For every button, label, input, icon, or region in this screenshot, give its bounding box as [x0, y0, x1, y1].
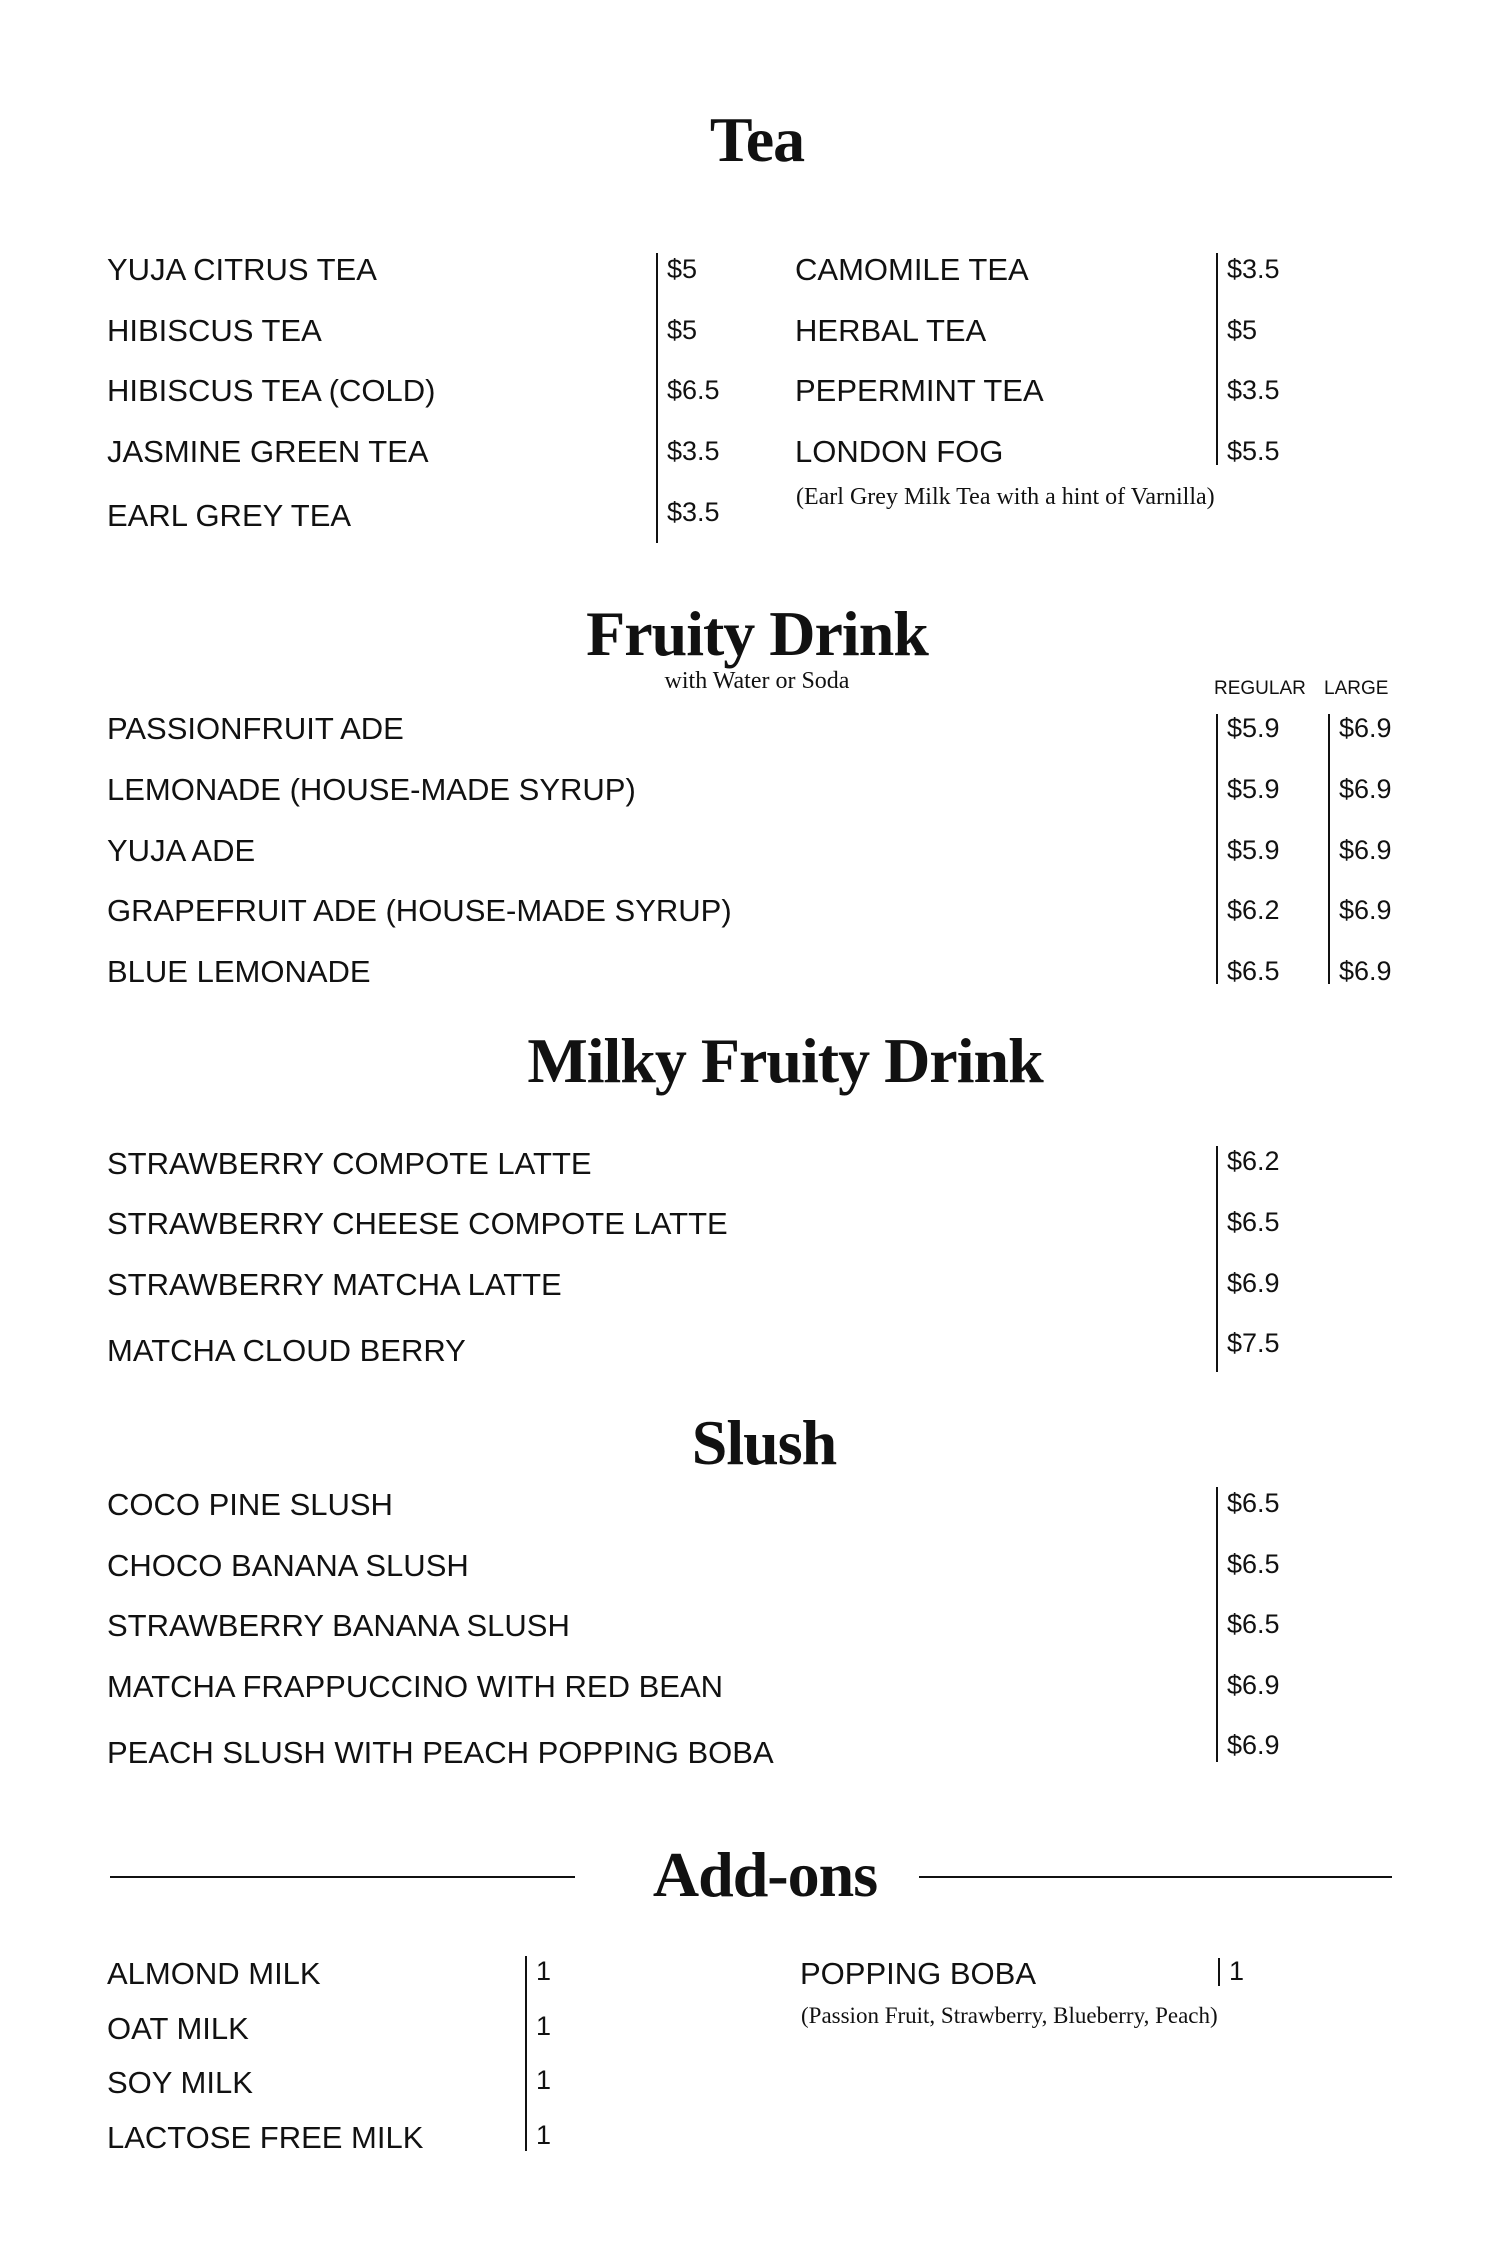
tea-item-price: $6.5 [667, 375, 720, 405]
tea-item-name: EARL GREY TEA [107, 498, 352, 533]
tea-right-divider [1216, 253, 1218, 465]
slush-item-price: $6.5 [1227, 1609, 1280, 1639]
fruity-regular-price: $6.2 [1227, 895, 1280, 925]
fruity-item-name: YUJA ADE [107, 833, 256, 868]
addon-item-price: 1 [536, 2011, 552, 2041]
tea-item-name: YUJA CITRUS TEA [107, 252, 377, 287]
tea-item-price: $3.5 [667, 436, 720, 466]
milky-item-name: MATCHA CLOUD BERRY [107, 1333, 466, 1368]
popping-boba-note: (Passion Fruit, Strawberry, Blueberry, Peach) [801, 2003, 1218, 2028]
addon-item-price: 1 [536, 2120, 552, 2150]
column-header-large: LARGE [1324, 678, 1389, 699]
addons-divider [525, 1956, 527, 2151]
addon-item-price: 1 [1229, 1956, 1245, 1986]
slush-item-name: STRAWBERRY BANANA SLUSH [107, 1608, 570, 1643]
milky-item-price: $6.9 [1227, 1268, 1280, 1298]
milky-section-title: Milky Fruity Drink [527, 1025, 1043, 1096]
addon-item-price: 1 [536, 2065, 552, 2095]
slush-section-title: Slush [691, 1407, 837, 1478]
tea-item-price: $5 [667, 315, 698, 345]
fruity-large-price: $6.9 [1339, 956, 1392, 986]
fruity-item-name: PASSIONFRUIT ADE [107, 711, 404, 746]
tea-item-name: CAMOMILE TEA [795, 252, 1029, 287]
tea-section-title: Tea [709, 104, 805, 175]
milky-item-price: $6.2 [1227, 1146, 1280, 1176]
fruity-large-price: $6.9 [1339, 835, 1392, 865]
london-fog-note: (Earl Grey Milk Tea with a hint of Varnilla) [796, 484, 1215, 510]
addon-item-name: ALMOND MILK [107, 1956, 321, 1991]
fruity-regular-price: $6.5 [1227, 956, 1280, 986]
tea-item-price: $5 [667, 254, 698, 284]
addon-item-price: 1 [536, 1956, 552, 1986]
tea-item-price: $3.5 [1227, 375, 1280, 405]
fruity-regular-divider [1216, 714, 1218, 984]
fruity-section-title: Fruity Drink [586, 598, 928, 669]
tea-item-name: PEPERMINT TEA [795, 373, 1044, 408]
tea-item-name: JASMINE GREEN TEA [107, 434, 429, 469]
tea-item-name: HIBISCUS TEA [107, 313, 322, 348]
milky-item-name: STRAWBERRY COMPOTE LATTE [107, 1146, 592, 1181]
slush-item-price: $6.5 [1227, 1549, 1280, 1579]
tea-item-price: $3.5 [1227, 254, 1280, 284]
fruity-item-name: GRAPEFRUIT ADE (HOUSE-MADE SYRUP) [107, 893, 732, 928]
slush-item-name: CHOCO BANANA SLUSH [107, 1548, 469, 1583]
fruity-large-price: $6.9 [1339, 895, 1392, 925]
milky-item-price: $6.5 [1227, 1207, 1280, 1237]
tea-item-name: HERBAL TEA [795, 313, 987, 348]
fruity-item-name: LEMONADE (HOUSE-MADE SYRUP) [107, 772, 636, 807]
fruity-regular-price: $5.9 [1227, 713, 1280, 743]
fruity-regular-price: $5.9 [1227, 774, 1280, 804]
addon-item-name: SOY MILK [107, 2065, 253, 2100]
tea-item-price: $5 [1227, 315, 1258, 345]
slush-divider [1216, 1487, 1218, 1762]
tea-item-name: HIBISCUS TEA (COLD) [107, 373, 436, 408]
fruity-large-price: $6.9 [1339, 774, 1392, 804]
tea-item-name: LONDON FOG [795, 434, 1004, 469]
popping-boba-divider [1218, 1958, 1220, 1986]
tea-left-divider [656, 253, 658, 543]
fruity-subtitle: with Water or Soda [664, 668, 850, 694]
milky-item-name: STRAWBERRY CHEESE COMPOTE LATTE [107, 1206, 728, 1241]
fruity-item-name: BLUE LEMONADE [107, 954, 371, 989]
slush-item-price: $6.9 [1227, 1670, 1280, 1700]
addon-item-name: OAT MILK [107, 2011, 249, 2046]
milky-item-price: $7.5 [1227, 1328, 1280, 1358]
slush-item-price: $6.5 [1227, 1488, 1280, 1518]
tea-item-price: $3.5 [667, 497, 720, 527]
slush-item-name: MATCHA FRAPPUCCINO WITH RED BEAN [107, 1669, 724, 1704]
slush-item-name: COCO PINE SLUSH [107, 1487, 393, 1522]
fruity-regular-price: $5.9 [1227, 835, 1280, 865]
addons-section-title: Add-ons [652, 1839, 878, 1910]
column-header-regular: REGULAR [1214, 678, 1306, 699]
tea-item-price: $5.5 [1227, 436, 1280, 466]
milky-item-name: STRAWBERRY MATCHA LATTE [107, 1267, 562, 1302]
slush-item-name: PEACH SLUSH WITH PEACH POPPING BOBA [107, 1735, 774, 1770]
fruity-large-divider [1328, 714, 1330, 984]
slush-item-price: $6.9 [1227, 1730, 1280, 1760]
fruity-large-price: $6.9 [1339, 713, 1392, 743]
addon-item-name: LACTOSE FREE MILK [107, 2120, 424, 2155]
addon-item-name: POPPING BOBA [800, 1956, 1037, 1991]
milky-divider [1216, 1146, 1218, 1372]
